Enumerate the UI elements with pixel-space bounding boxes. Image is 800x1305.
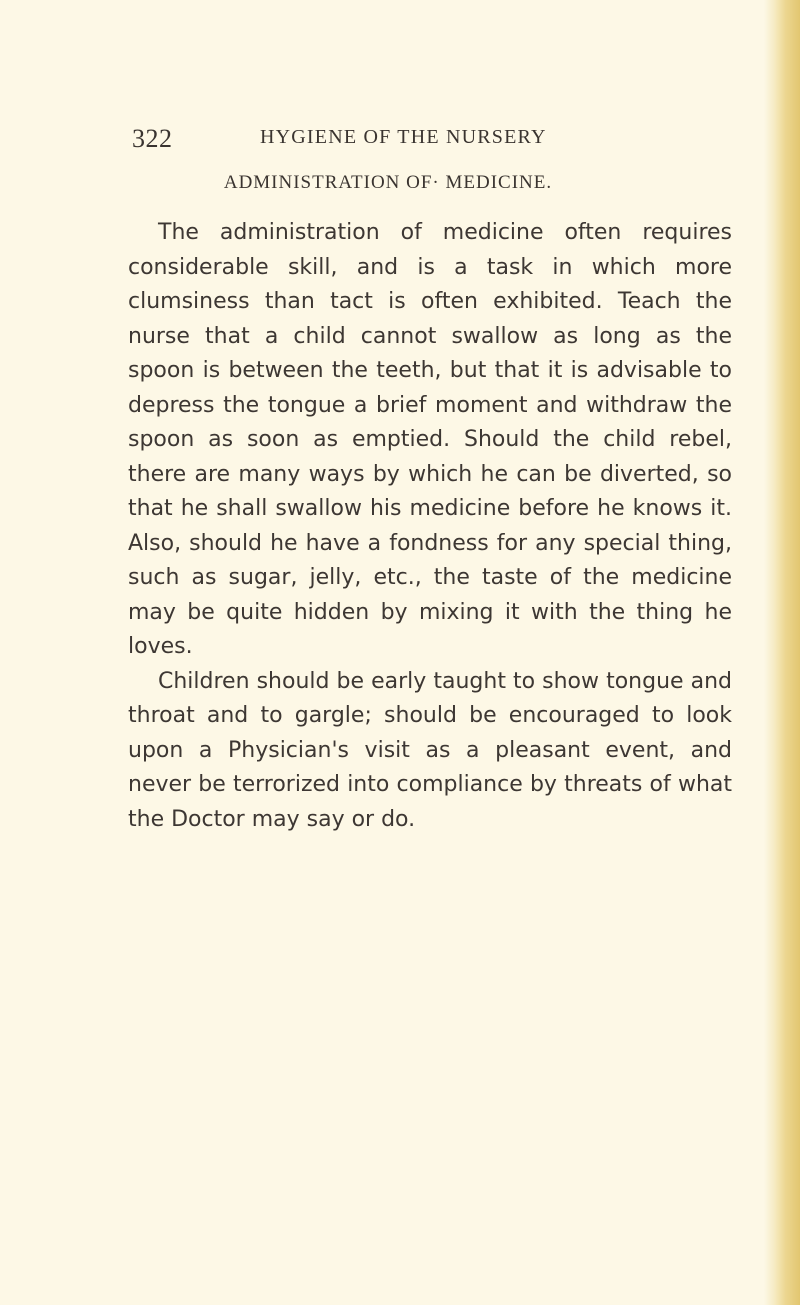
page-edge bbox=[774, 0, 800, 1305]
paragraph: Children should be early taught to show tongue and throat and to gargle; should be encouraged to look upon a Physician's visit as a pleasant event, and never be terrorized into compliance by threats of what the Doctor may say or do. bbox=[128, 668, 732, 832]
paragraph: The administration of medicine often requires considerable skill, and is a task in which more clumsiness than tact is often exhibited. Teach the nurse that a child cannot swallow as long as the spoon is between the teeth, but that it is advisable to depress the tongue a brief moment and withdraw the spoon as soon as emptied. Should the child rebel, there are many ways by which he can be diverted, so that he shall swallow his medicine before he knows it. Also, should he have a fondness for any special thing, such as sugar, jelly, etc., the taste of the medicine may be quite hidden by mixing it with the thing he loves. bbox=[128, 220, 732, 659]
running-title: HYGIENE OF THE NURSERY bbox=[260, 126, 547, 148]
body-text bbox=[128, 216, 732, 837]
section-heading: ADMINISTRATION OF· MEDICINE. bbox=[223, 172, 553, 193]
running-head bbox=[132, 124, 732, 160]
page-edge-shadow bbox=[764, 0, 774, 1305]
page-number: 322 bbox=[132, 124, 173, 153]
